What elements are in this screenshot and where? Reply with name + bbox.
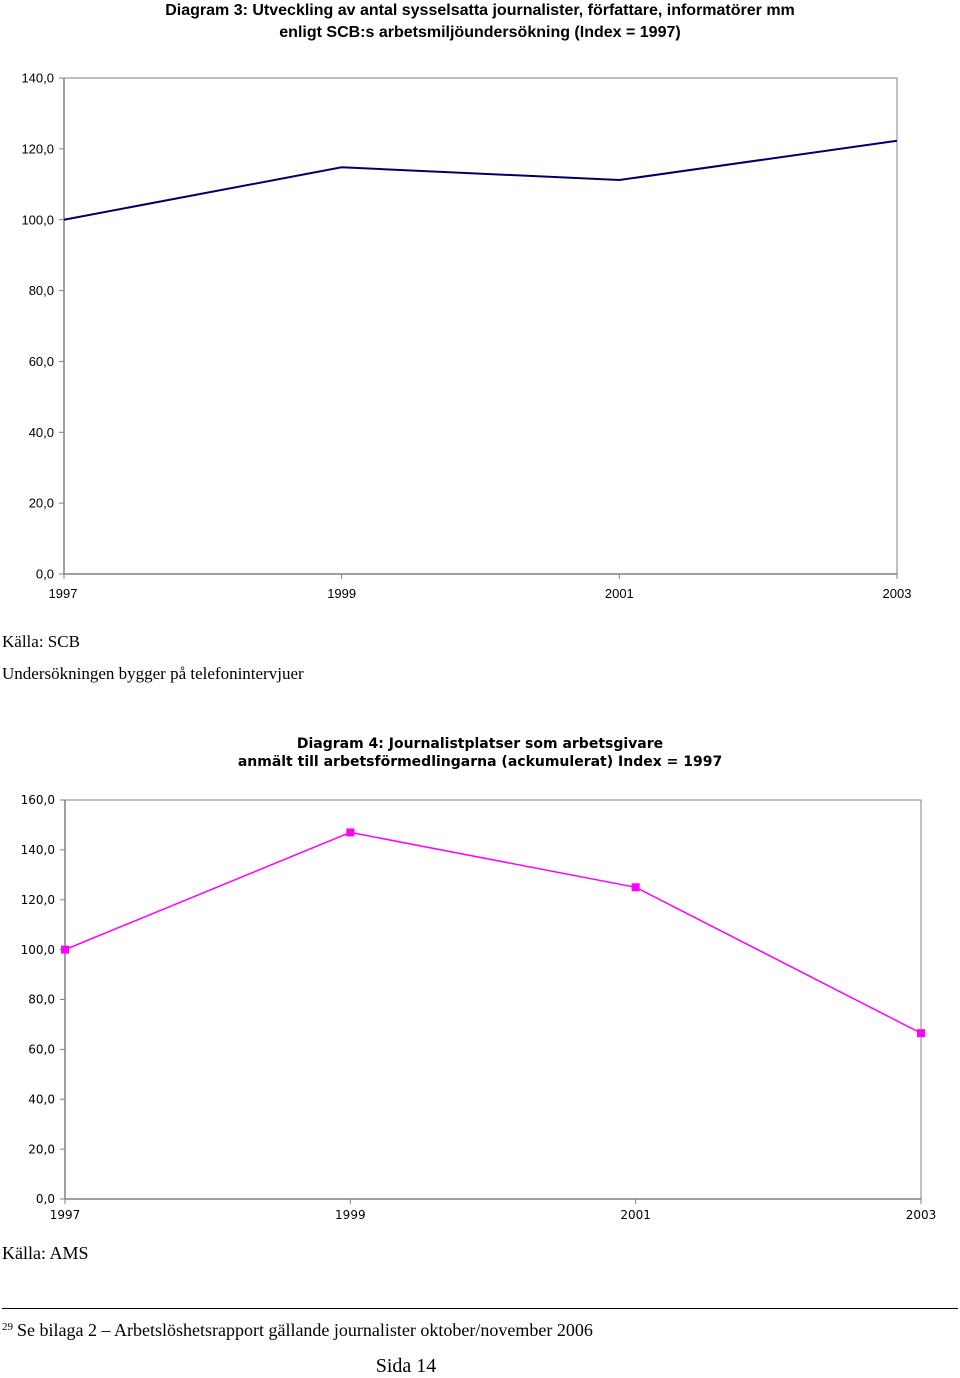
- chart4-y-tick-label: 140,0: [20, 843, 55, 858]
- chart3-source: Källa: SCB: [2, 632, 80, 651]
- chart3-x-tick-label: 2003: [882, 586, 912, 601]
- chart4-y-tick-label: 100,0: [20, 942, 55, 957]
- chart3-x-tick-label: 1997: [48, 586, 78, 601]
- chart4-series-line: [65, 832, 921, 1033]
- page-number: Sida 14: [375, 1355, 437, 1377]
- footnote-text: Se bilaga 2 – Arbetslöshetsrapport gällande journalister oktober/november 2006: [17, 1320, 593, 1340]
- chart3-y-tick-label: 40,0: [28, 424, 54, 440]
- chart3-title-line2: enligt SCB:s arbetsmiljöundersökning (Index = 1997): [279, 24, 681, 41]
- chart3-plot-frame: [64, 78, 897, 574]
- chart3-title: [0, 0, 960, 44]
- chart4-y-tick-label: 0,0: [35, 1192, 55, 1207]
- chart3-y-tick-label: 120,0: [21, 141, 54, 157]
- chart3-survey-note: Undersökningen bygger på telefonintervjuer: [2, 664, 304, 683]
- chart3-x-tick-label: 1999: [327, 586, 357, 601]
- chart4-data-point: [61, 946, 69, 954]
- chart4-title: [0, 735, 960, 771]
- chart4-y-tick-label: 60,0: [28, 1042, 55, 1057]
- footnote: [2, 1320, 593, 1341]
- chart4-data-point: [632, 883, 640, 891]
- chart4-y-tick-label: 120,0: [20, 892, 55, 907]
- chart4-x-tick-label: 2003: [905, 1208, 937, 1222]
- chart4-source: Källa: AMS: [2, 1243, 89, 1263]
- chart4-x-tick-label: 2001: [620, 1208, 651, 1222]
- chart3-y-tick-label: 60,0: [28, 353, 54, 369]
- chart4-plot: [0, 780, 960, 1230]
- chart3-y-tick-label: 0,0: [35, 566, 54, 582]
- chart3-x-tick-label: 2001: [604, 586, 634, 601]
- chart4-y-tick-label: 80,0: [28, 992, 55, 1007]
- chart3-title-line1: Diagram 3: Utveckling av antal sysselsatta journalister, författare, informatörer mm: [165, 2, 795, 19]
- footnote-divider: [2, 1308, 958, 1309]
- chart4-x-tick-label: 1999: [335, 1208, 366, 1222]
- chart3-series-line: [64, 141, 897, 220]
- chart4-x-tick-label: 1997: [49, 1208, 81, 1222]
- chart3-y-tick-label: 100,0: [21, 212, 54, 228]
- chart3-y-tick-label: 20,0: [28, 495, 54, 511]
- chart3-plot: [0, 60, 960, 605]
- chart4-y-tick-label: 20,0: [28, 1142, 55, 1157]
- chart4-title-line2: anmält till arbetsförmedlingarna (ackumulerat) Index = 1997: [237, 754, 723, 770]
- chart3-y-tick-label: 80,0: [28, 283, 54, 299]
- chart4-y-tick-label: 160,0: [20, 793, 55, 808]
- chart4-title-line1: Diagram 4: Journalistplatser som arbetsgivare: [296, 736, 664, 752]
- chart4-data-point: [917, 1029, 925, 1037]
- chart4-data-point: [346, 828, 354, 836]
- chart3-y-tick-label: 140,0: [21, 70, 54, 86]
- footnote-number: 29: [2, 1321, 13, 1333]
- chart4-y-tick-label: 40,0: [28, 1092, 55, 1107]
